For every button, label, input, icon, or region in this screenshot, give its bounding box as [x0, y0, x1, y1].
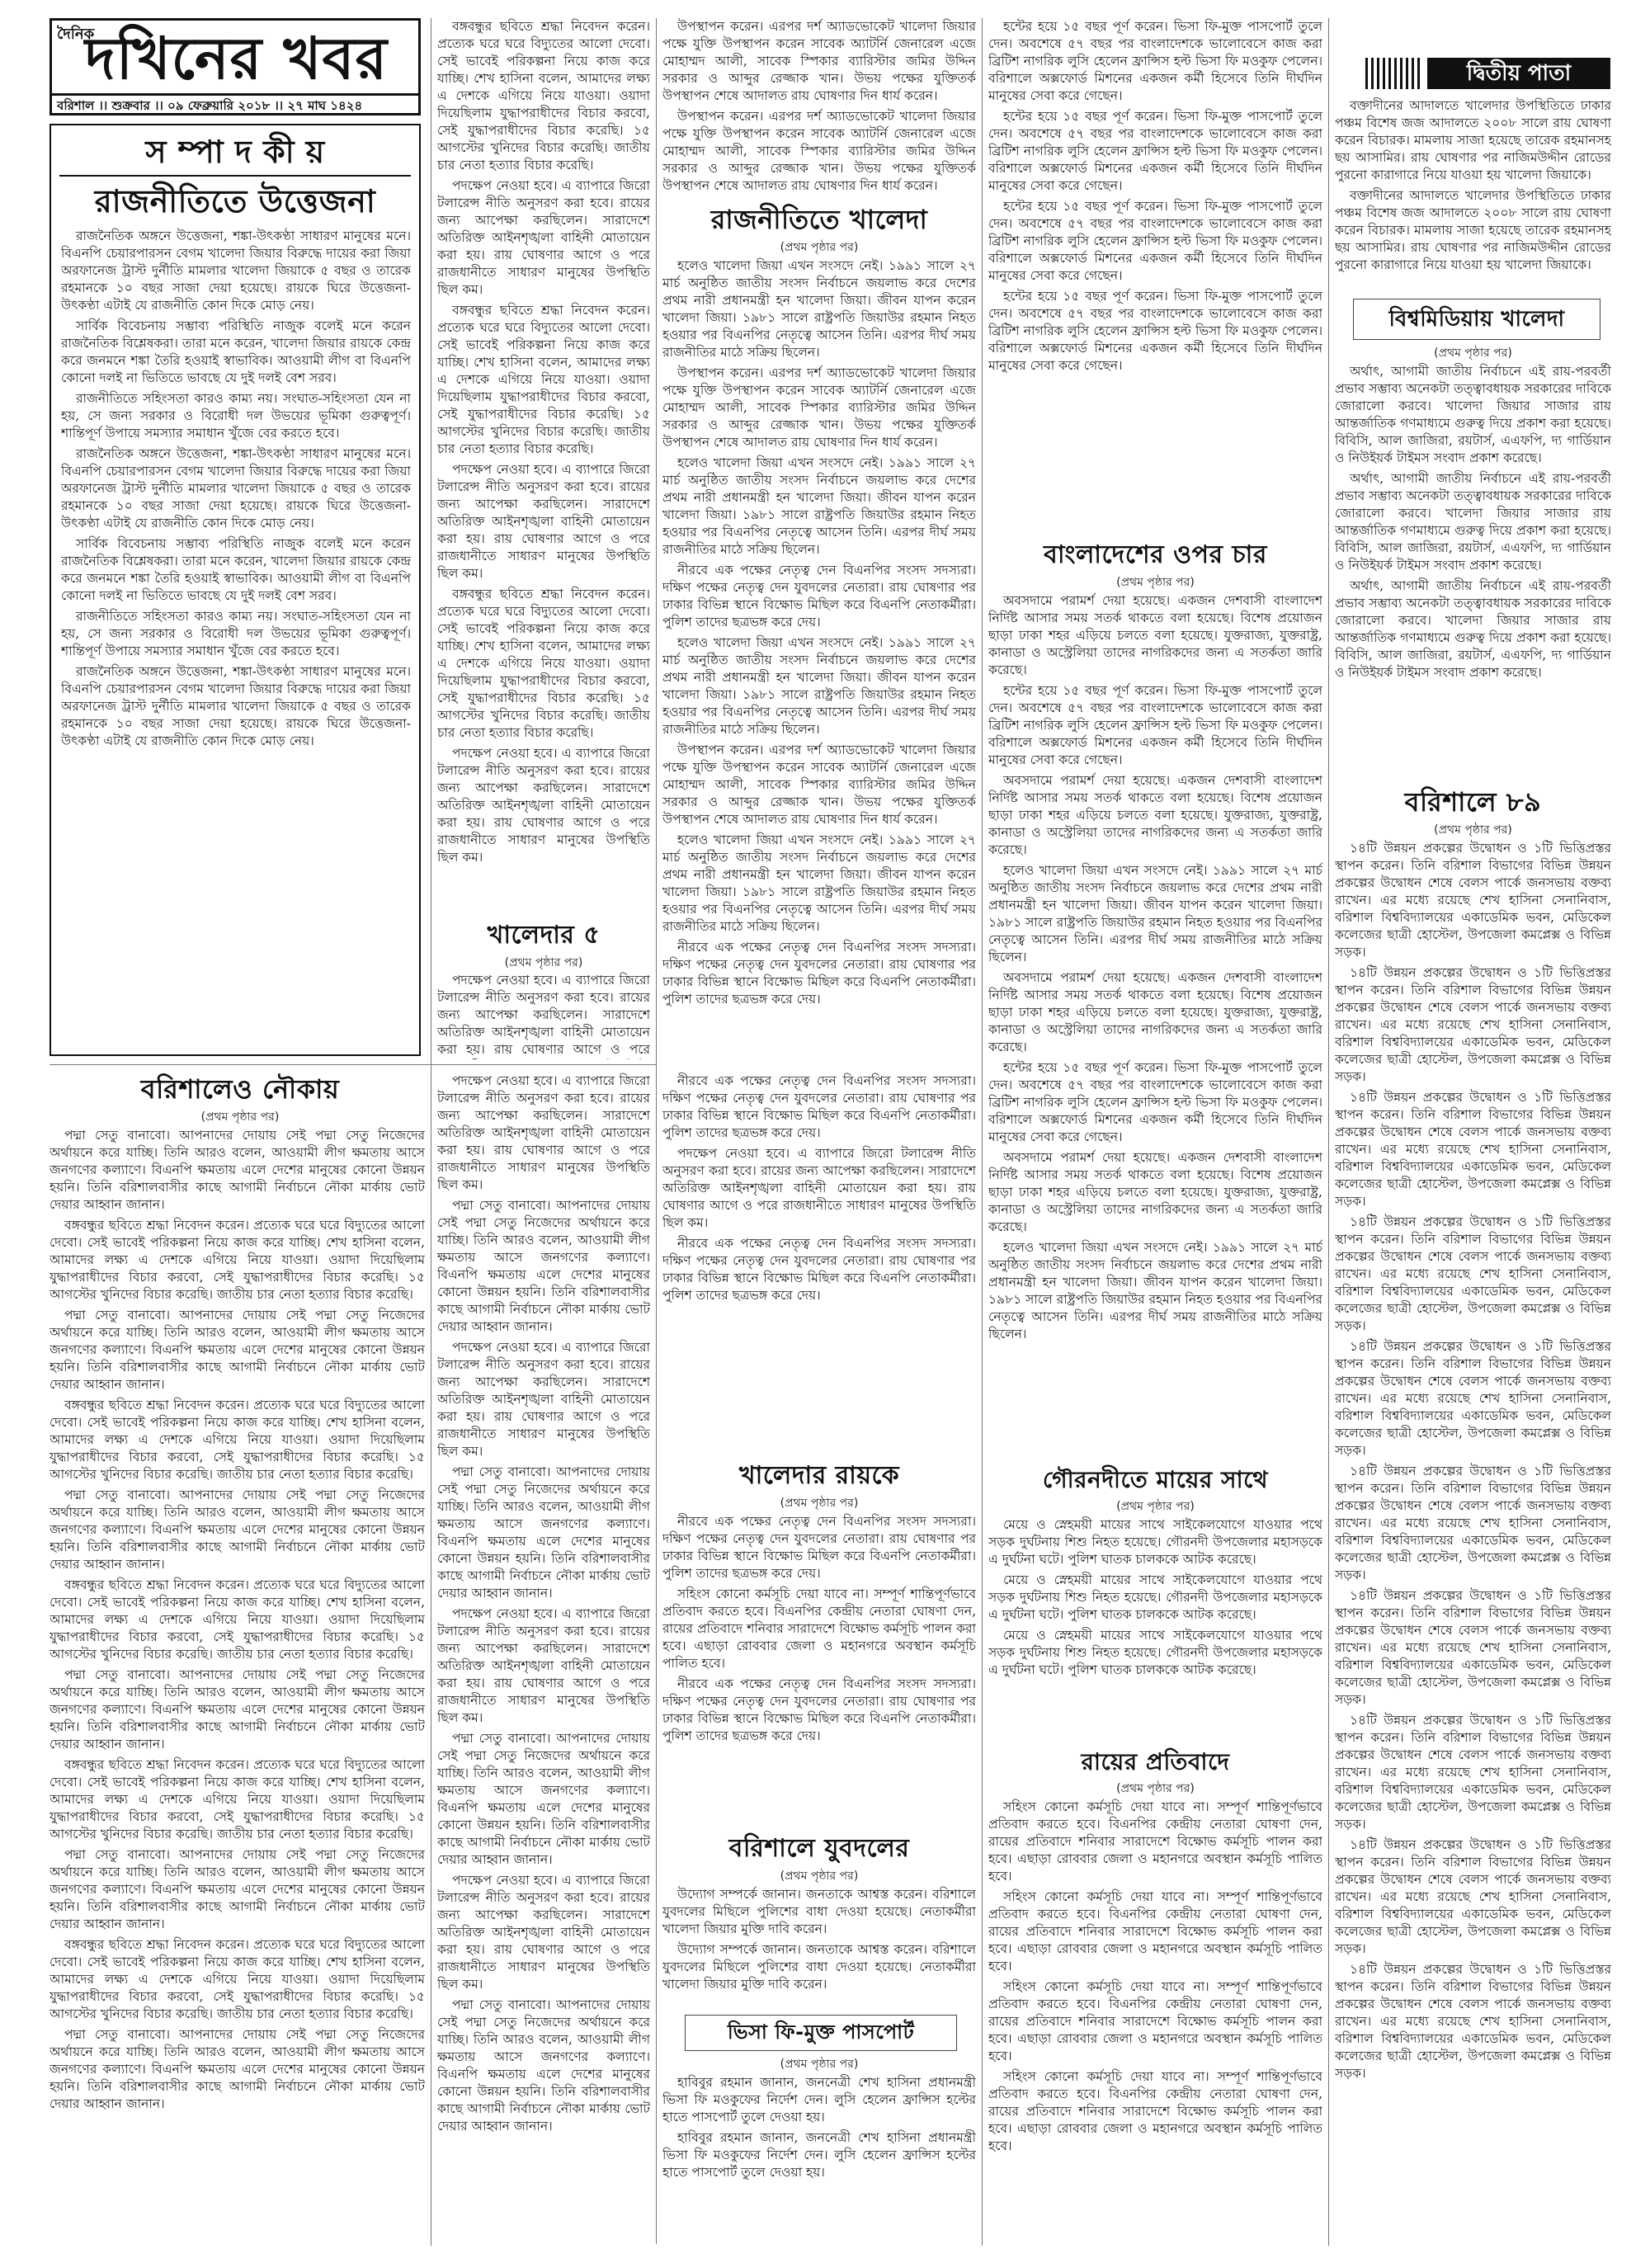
para: হলেও খালেদা জিয়া এখন সংসদে নেই। ১৯৯১ সালে ২৭ মার্চ অনুষ্ঠিত জাতীয় সংসদ নির্বাচনে জয়লাভ করে দেশের প্রথম নারী প্রধানমন্ত্রী হন খালেদা জিয়া। জীবন যাপন করেন খালেদা জিয়া। ১৯৮১ সালে রাষ্ট্রপতি জিয়াউর রহমান নিহত হওয়ার পর বিএনপির নেতৃত্বে আসেন তিনি। এরপর দীর্ঘ সময় রাজনীতির মাঠে সক্রিয় ছিলেন।	[662, 635, 976, 737]
para: বঙ্গবন্ধুর ছবিতে শ্রদ্ধা নিবেদন করেন। প্রত্যেক ঘরে ঘরে বিদ্যুতের আলো দেবো। সেই ভাবেই পরিকল্পনা নিয়ে কাজ করে যাচ্ছি। শেখ হাসিনা বলেন, আমাদের লক্ষ্য এ দেশকে এগিয়ে নিয়ে যাওয়া। ওয়াদা দিয়েছিলাম যুদ্ধাপরাধীদের বিচার করবো, সেই যুদ্ধাপরাধীদের বিচার করেছি। ১৫ আগস্টের খুনিদের বিচার করেছি। জাতীয় চার নেতা হত্যার বিচার করেছি।	[50, 1757, 425, 1841]
article-noukay-col1	[50, 1127, 425, 2249]
para: ১৪টি উন্নয়ন প্রকল্পের উদ্বোধন ও ১টি ভিত্তিপ্রস্তর স্থাপন করেন। তিনি বরিশাল বিভাগের বিভিন্ন উন্নয়ন প্রকল্পের উদ্বোধন শেষে বেলস পার্কে জনসভায় বক্তব্য রাখেন। এর মধ্যে রয়েছে শেখ হাসিনা সেনানিবাস, বরিশাল বিশ্ববিদ্যালয়ের একাডেমিক ভবন, মেডিকেল কলেজের ছাত্রী হোস্টেল, উপজেলা কমপ্লেক্স ও বিভিন্ন সড়ক।	[1335, 841, 1611, 960]
para: উদ্যোগ সম্পর্কে জানান। জনতাকে আশ্বস্ত করেন। বরিশালে যুবদলের মিছিলে পুলিশের বাধা দেওয়া হয়েছে। নেতাকর্মীরা খালেদা জিয়ার মুক্তি দাবি করেন।	[662, 1887, 976, 1936]
jump-bangladesh-char: (প্রথম পৃষ্ঠার পর)	[1116, 576, 1195, 589]
jump-khaledar-rayke: (প্রথম পৃষ্ঠার পর)	[780, 1497, 859, 1510]
para: পদ্মা সেতু বানাবো। আপনাদের দোয়ায় সেই পদ্মা সেতু নিজেদের অর্থায়নে করে যাচ্ছি। তিনি আরও বলেন, আওয়ামী লীগ ক্ষমতায় আসে জনগণের কল্যাণে। বিএনপি ক্ষমতায় এলে দেশের মানুষের কোনো উন্নয়ন হয়নি। তিনি বরিশালবাসীর কাছে আগামী নির্বাচনে নৌকা মার্কায় ভোট দেয়ার আহ্বান জানান।	[50, 1847, 425, 1931]
para: পদক্ষেপ নেওয়া হবে। এ ব্যাপারে জিরো টলারেন্স নীতি অনুসরণ করা হবে। রায়ের জন্য আপেক্ষা করছিলেন। সারাদেশে অতিরিক্ত আইনশৃঙ্খলা বাহিনী মোতায়েন করা হয়। রায় ঘোষণার আগে ও পরে রাজধানীতে সাধারণ মানুষের উপস্থিতি ছিল কম।	[437, 178, 650, 297]
para: পদক্ষেপ নেওয়া হবে। এ ব্যাপারে জিরো টলারেন্স নীতি অনুসরণ করা হবে। রায়ের জন্য আপেক্ষা করছিলেন। সারাদেশে অতিরিক্ত আইনশৃঙ্খলা বাহিনী মোতায়েন করা হয়। রায় ঘোষণার আগে ও পরে রাজধানীতে সাধারণ মানুষের উপস্থিতি ছিল কম।	[437, 1340, 650, 1459]
para: ১৪টি উন্নয়ন প্রকল্পের উদ্বোধন ও ১টি ভিত্তিপ্রস্তর স্থাপন করেন। তিনি বরিশাল বিভাগের বিভিন্ন উন্নয়ন প্রকল্পের উদ্বোধন শেষে বেলস পার্কে জনসভায় বক্তব্য রাখেন। এর মধ্যে রয়েছে শেখ হাসিনা সেনানিবাস, বরিশাল বিশ্ববিদ্যালয়ের একাডেমিক ভবন, মেডিকেল কলেজের ছাত্রী হোস্টেল, উপজেলা কমপ্লেক্স ও বিভিন্ন সড়ক।	[1335, 1464, 1611, 1582]
dateline: বরিশাল ।। শুক্রবার ।। ০৯ ফেব্রুয়ারি ২০১৮ ।। ২৭ মাঘ ১৪২৪	[57, 98, 363, 113]
visa-headline-box	[685, 2015, 957, 2051]
para: সহিংস কোনো কর্মসূচি দেয়া যাবে না। সম্পূর্ণ শান্তিপূর্ণভাবে প্রতিবাদ করতে হবে। বিএনপির কেন্দ্রীয় নেতারা ঘোষণা দেন, রায়ের প্রতিবাদে শনিবার সারাদেশে বিক্ষোভ কর্মসূচি পালন করা হবে। এছাড়া রোববার জেলা ও মহানগরে অবস্থান কর্মসূচি পালিত হবে।	[988, 1889, 1322, 1973]
para: হন্টের হয়ে ১৫ বছর পূর্ণ করেন। ভিসা ফি-মুক্ত পাসপোর্ট তুলে দেন। অবশেষে ৫৭ বছর পর বাংলাদেশকে ভালোবেসে কাজ করা ব্রিটিশ নাগরিক লুসি হেলেন ফ্রান্সিস হল্ট ভিসা ফি মওকুফ পেলেন। বরিশালে অক্সফোর্ড মিশনের একজন কর্মী হিসেবে তিনি দীর্ঘদিন মানুষের সেবা করে গেছেন।	[988, 683, 1322, 767]
para: হন্টের হয়ে ১৫ বছর পূর্ণ করেন। ভিসা ফি-মুক্ত পাসপোর্ট তুলে দেন। অবশেষে ৫৭ বছর পর বাংলাদেশকে ভালোবেসে কাজ করা ব্রিটিশ নাগরিক লুসি হেলেন ফ্রান্সিস হল্ট ভিসা ফি মওকুফ পেলেন। বরিশালে অক্সফোর্ড মিশনের একজন কর্মী হিসেবে তিনি দীর্ঘদিন মানুষের সেবা করে গেছেন।	[988, 19, 1322, 103]
para: হলেও খালেদা জিয়া এখন সংসদে নেই। ১৯৯১ সালে ২৭ মার্চ অনুষ্ঠিত জাতীয় সংসদ নির্বাচনে জয়লাভ করে দেশের প্রথম নারী প্রধানমন্ত্রী হন খালেদা জিয়া। জীবন যাপন করেন খালেদা জিয়া। ১৯৮১ সালে রাষ্ট্রপতি জিয়াউর রহমান নিহত হওয়ার পর বিএনপির নেতৃত্বে আসেন তিনি। এরপর দীর্ঘ সময় রাজনীতির মাঠে সক্রিয় ছিলেন।	[662, 258, 976, 360]
para: ১৪টি উন্নয়ন প্রকল্পের উদ্বোধন ও ১টি ভিত্তিপ্রস্তর স্থাপন করেন। তিনি বরিশাল বিভাগের বিভিন্ন উন্নয়ন প্রকল্পের উদ্বোধন শেষে বেলস পার্কে জনসভায় বক্তব্য রাখেন। এর মধ্যে রয়েছে শেখ হাসিনা সেনানিবাস, বরিশাল বিশ্ববিদ্যালয়ের একাডেমিক ভবন, মেডিকেল কলেজের ছাত্রী হোস্টেল, উপজেলা কমপ্লেক্স ও বিভিন্ন সড়ক।	[1335, 1837, 1611, 1956]
article-column-a	[437, 18, 650, 1059]
para: সহিংস কোনো কর্মসূচি দেয়া যাবে না। সম্পূর্ণ শান্তিপূর্ণভাবে প্রতিবাদ করতে হবে। বিএনপির কেন্দ্রীয় নেতারা ঘোষণা দেন, রায়ের প্রতিবাদে শনিবার সারাদেশে বিক্ষোভ কর্মসূচি পালন করা হবে। এছাড়া রোববার জেলা ও মহানগরে অবস্থান কর্মসূচি পালিত হবে।	[988, 2069, 1322, 2153]
headline-khaledar-rayke: খালেদার রায়কে	[738, 1461, 900, 1490]
para: পদ্মা সেতু বানাবো। আপনাদের দোয়ায় সেই পদ্মা সেতু নিজেদের অর্থায়নে করে যাচ্ছি। তিনি আরও বলেন, আওয়ামী লীগ ক্ষমতায় আসে জনগণের কল্যাণে। বিএনপি ক্ষমতায় এলে দেশের মানুষের কোনো উন্নয়ন হয়নি। তিনি বরিশালবাসীর কাছে আগামী নির্বাচনে নৌকা মার্কায় ভোট দেয়ার আহ্বান জানান।	[50, 2027, 425, 2111]
para: উদ্যোগ সম্পর্কে জানান। জনতাকে আশ্বস্ত করেন। বরিশালে যুবদলের মিছিলে পুলিশের বাধা দেওয়া হয়েছে। নেতাকর্মীরা খালেদা জিয়ার মুক্তি দাবি করেন।	[662, 1942, 976, 1992]
headline-bangladesh-char: বাংলাদেশের ওপর চার	[1044, 540, 1267, 569]
jump-gouronodi: (প্রথম পৃষ্ঠার পর)	[1116, 1500, 1195, 1513]
editorial-headline: রাজনীতিতে উত্তেজনা	[94, 183, 376, 219]
editorial-para-2: সার্বিক বিবেচনায় সম্ভাব্য পরিস্থিতি নাজুক বলেই মনে করেন রাজনৈতিক বিশ্লেষকরা। তারা মনে করেন, খালেদা জিয়ার রায়কে কেন্দ্র করে জনমনে শঙ্কা তৈরি হওয়াই স্বাভাবিক। আওয়ামী লীগ বা বিএনপি কোনো দলই না ভিতিতে ভাবছে যে দুই দলই বেশ সরব।	[61, 318, 411, 385]
para: উপস্থাপন করেন। এরপর দর্শ অ্যাডভোকেট খালেদা জিয়ার পক্ষে যুক্তি উপস্থাপন করেন সাবেক অ্যাটর্নি জেনারেল এজে মোহাম্মদ আলী, সাবেক স্পিকার ব্যারিস্টার জমির উদ্দিন সরকার ও আব্দুর রেজ্জাক খান। উভয় পক্ষের যুক্তিতর্ক উপস্থাপন শেষে আদালত রায় ঘোষণার দিন ধার্য করেন।	[662, 365, 976, 450]
para: হাবিবুর রহমান জানান, জননেত্রী শেখ হাসিনা প্রধানমন্ত্রী ভিসা ফি মওকুফের নির্দেশ দেন। লুসি হেলেন ফ্রান্সিস হল্টের হাতে পাসপোর্ট তুলে দেওয়া হয়।	[662, 2075, 976, 2124]
para: মেয়ে ও স্নেহময়ী মায়ের সাথে সাইকেলযোগে যাওয়ার পথে সড়ক দুর্ঘটনায় শিশু নিহত হয়েছে। গৌরনদী উপজেলার মহাসড়কে এ দুর্ঘটনা ঘটে। পুলিশ ঘাতক চালককে আটক করেছে।	[988, 1628, 1322, 1677]
para: হন্টের হয়ে ১৫ বছর পূর্ণ করেন। ভিসা ফি-মুক্ত পাসপোর্ট তুলে দেন। অবশেষে ৫৭ বছর পর বাংলাদেশকে ভালোবেসে কাজ করা ব্রিটিশ নাগরিক লুসি হেলেন ফ্রান্সিস হল্ট ভিসা ফি মওকুফ পেলেন। বরিশালে অক্সফোর্ড মিশনের একজন কর্মী হিসেবে তিনি দীর্ঘদিন মানুষের সেবা করে গেছেন।	[988, 1060, 1322, 1144]
article-column-b	[662, 18, 976, 198]
para: পদ্মা সেতু বানাবো। আপনাদের দোয়ায় সেই পদ্মা সেতু নিজেদের অর্থায়নে করে যাচ্ছি। তিনি আরও বলেন, আওয়ামী লীগ ক্ষমতায় আসে জনগণের কল্যাণে। বিএনপি ক্ষমতায় এলে দেশের মানুষের কোনো উন্নয়ন হয়নি। তিনি বরিশালবাসীর কাছে আগামী নির্বাচনে নৌকা মার্কায় ভোট দেয়ার আহ্বান জানান।	[50, 1308, 425, 1392]
page-label: দ্বিতীয় পাতা	[1427, 58, 1610, 89]
jump-barishale-89: (প্রথম পৃষ্ঠার পর)	[1434, 823, 1512, 837]
para: সহিংস কোনো কর্মসূচি দেয়া যাবে না। সম্পূর্ণ শান্তিপূর্ণভাবে প্রতিবাদ করতে হবে। বিএনপির কেন্দ্রীয় নেতারা ঘোষণা দেন, রায়ের প্রতিবাদে শনিবার সারাদেশে বিক্ষোভ কর্মসূচি পালন করা হবে। এছাড়া রোববার জেলা ও মহানগরে অবস্থান কর্মসূচি পালিত হবে।	[988, 1979, 1322, 2063]
para: অবসদামে পরামর্শ দেয়া হয়েছে। একজন দেশবাসী বাংলাদেশ নির্দিষ্ট আসার সময় সতর্ক থাকতে বলা হয়েছে। বিশেষ প্রয়োজন ছাড়া ঢাকা শহর এড়িয়ে চলতে বলা হয়েছে। যুক্তরাজ্য, যুক্তরাষ্ট্র, কানাডা ও অস্ট্রেলিয়া তাদের নাগরিকদের জন্য এ সতর্কতা জারি করেছে।	[988, 1150, 1322, 1234]
para: পদক্ষেপ নেওয়া হবে। এ ব্যাপারে জিরো টলারেন্স নীতি অনুসরণ করা হবে। রায়ের জন্য আপেক্ষা করছিলেন। সারাদেশে অতিরিক্ত আইনশৃঙ্খলা বাহিনী মোতায়েন করা হয়। রায় ঘোষণার আগে ও পরে রাজধানীতে সাধারণ মানুষের উপস্থিতি ছিল কম।	[437, 1073, 650, 1192]
para: পদক্ষেপ নেওয়া হবে। এ ব্যাপারে জিরো টলারেন্স নীতি অনুসরণ করা হবে। রায়ের জন্য আপেক্ষা করছিলেন। সারাদেশে অতিরিক্ত আইনশৃঙ্খলা বাহিনী মোতায়েন করা হয়। রায় ঘোষণার আগে ও পরে রাজধানীতে সাধারণ মানুষের উপস্থিতি ছিল কম।	[437, 462, 650, 581]
editorial-para-4: রাজনৈতিক অঙ্গনে উত্তেজনা, শঙ্কা-উৎকণ্ঠা সাধারণ মানুষের মনে। বিএনপি চেয়ারপারসন বেগম খালেদা জিয়ার বিরুদ্ধে দায়ের করা জিয়া অরফানেজ ট্রাস্ট দুর্নীতি মামলার খালেদা জিয়াকে ৫ বছর ও তারেক রহমানকে ১০ বছর সাজা দেয়া হয়েছে। রায়কে ঘিরে উত্তেজনা-উৎকণ্ঠা এটাই যে রাজনীতি কোন দিকে মোড় নেয়।	[61, 446, 411, 530]
para: ১৪টি উন্নয়ন প্রকল্পের উদ্বোধন ও ১টি ভিত্তিপ্রস্তর স্থাপন করেন। তিনি বরিশাল বিভাগের বিভিন্ন উন্নয়ন প্রকল্পের উদ্বোধন শেষে বেলস পার্কে জনসভায় বক্তব্য রাখেন। এর মধ্যে রয়েছে শেখ হাসিনা সেনানিবাস, বরিশাল বিশ্ববিদ্যালয়ের একাডেমিক ভবন, মেডিকেল কলেজের ছাত্রী হোস্টেল, উপজেলা কমপ্লেক্স ও বিভিন্ন সড়ক।	[1335, 1713, 1611, 1832]
headline-visa-free: ভিসা ফি-মুক্ত পাসপোর্ট	[727, 2020, 915, 2044]
para: মেয়ে ও স্নেহময়ী মায়ের সাথে সাইকেলযোগে যাওয়ার পথে সড়ক দুর্ঘটনায় শিশু নিহত হয়েছে। গৌরনদী উপজেলার মহাসড়কে এ দুর্ঘটনা ঘটে। পুলিশ ঘাতক চালককে আটক করেছে।	[988, 1573, 1322, 1622]
jump-bishwamedia: (প্রথম পৃষ্ঠার পর)	[1434, 347, 1512, 360]
para: অর্থাৎ, আগামী জাতীয় নির্বাচনে এই রায়-পরবর্তী প্রভাব সম্ভাব্য অনেকটা তত্ত্বাবধায়ক সরকারের দাবিকে জোরালো করবে। খালেদা জিয়ার সাজার রায় আন্তর্জাতিক গণমাধ্যমে গুরুত্ব দিয়ে প্রকাশ করা হয়েছে। বিবিসি, আল জাজিরা, রয়টার্স, এএফপি, দ্য গার্ডিয়ান ও নিউইয়র্ক টাইমস সংবাদ প্রকাশ করেছে।	[1335, 578, 1611, 680]
para: অর্থাৎ, আগামী জাতীয় নির্বাচনে এই রায়-পরবর্তী প্রভাব সম্ভাব্য অনেকটা তত্ত্বাবধায়ক সরকারের দাবিকে জোরালো করবে। খালেদা জিয়ার সাজার রায় আন্তর্জাতিক গণমাধ্যমে গুরুত্ব দিয়ে প্রকাশ করা হয়েছে। বিবিসি, আল জাজিরা, রয়টার্স, এএফপি, দ্য গার্ডিয়ান ও নিউইয়র্ক টাইমস সংবাদ প্রকাশ করেছে।	[1335, 471, 1611, 573]
para: পদক্ষেপ নেওয়া হবে। এ ব্যাপারে জিরো টলারেন্স নীতি অনুসরণ করা হবে। রায়ের জন্য আপেক্ষা করছিলেন। সারাদেশে অতিরিক্ত আইনশৃঙ্খলা বাহিনী মোতায়েন করা হয়। রায় ঘোষণার আগে ও পরে রাজধানীতে সাধারণ মানুষের উপস্থিতি ছিল কম।	[437, 1606, 650, 1725]
para: বক্তাদীনের আদালতে খালেদার উপস্থিতিতে ঢাকার পঞ্চম বিশেষ জজ আদালতে ২০০৮ সালে রায় ঘোষণা করেন বিচারক। মামলায় সাজা হয়েছে তারেক রহমানসহ ছয় আসামির। রায় ঘোষণার পর নাজিমউদ্দীন রোডের পুরনো কারাগারে নিয়ে যাওয়া হয় খালেদা জিয়াকে।	[1335, 188, 1611, 272]
editorial-para-5: সার্বিক বিবেচনায় সম্ভাব্য পরিস্থিতি নাজুক বলেই মনে করেন রাজনৈতিক বিশ্লেষকরা। তারা মনে করেন, খালেদা জিয়ার রায়কে কেন্দ্র করে জনমনে শঙ্কা তৈরি হওয়াই স্বাভাবিক। আওয়ামী লীগ বা বিএনপি কোনো দলই না ভিতিতে ভাবছে যে দুই দলই বেশ সরব।	[61, 536, 411, 603]
article-column-c	[662, 1073, 976, 1460]
editorial-section-title: স ম্পা দ কী য়	[145, 134, 325, 170]
para: নীরবে এক পক্ষের নেতৃত্ব দেন বিএনপির সংসদ সদস্যরা। দক্ষিণ পক্ষের নেতৃত্ব দেন যুবদলের নেতারা। রায় ঘোষণার পর ঢাকার বিভিন্ন স্থানে বিক্ষোভ মিছিল করে বিএনপি নেতাকর্মীরা। পুলিশ তাদের ছত্রভঙ্গ করে দেয়।	[662, 1514, 976, 1581]
para: উপস্থাপন করেন। এরপর দর্শ অ্যাডভোকেট খালেদা জিয়ার পক্ষে যুক্তি উপস্থাপন করেন সাবেক অ্যাটর্নি জেনারেল এজে মোহাম্মদ আলী, সাবেক স্পিকার ব্যারিস্টার জমির উদ্দিন সরকার ও আব্দুর রেজ্জাক খান। উভয় পক্ষের যুক্তিতর্ক উপস্থাপন শেষে আদালত রায় ঘোষণার দিন ধার্য করেন।	[662, 109, 976, 193]
headline-barishal-jubodal: বরিশালে যুবদলের	[728, 1834, 910, 1863]
article-jubodal-body	[662, 1886, 976, 2010]
para: মেয়ে ও স্নেহময়ী মায়ের সাথে সাইকেলযোগে যাওয়ার পথে সড়ক দুর্ঘটনায় শিশু নিহত হয়েছে। গৌরনদী উপজেলার মহাসড়কে এ দুর্ঘটনা ঘটে। পুলিশ ঘাতক চালককে আটক করেছে।	[988, 1517, 1322, 1567]
para: পদ্মা সেতু বানাবো। আপনাদের দোয়ায় সেই পদ্মা সেতু নিজেদের অর্থায়নে করে যাচ্ছি। তিনি আরও বলেন, আওয়ামী লীগ ক্ষমতায় আসে জনগণের কল্যাণে। বিএনপি ক্ষমতায় এলে দেশের মানুষের কোনো উন্নয়ন হয়নি। তিনি বরিশালবাসীর কাছে আগামী নির্বাচনে নৌকা মার্কায় ভোট দেয়ার আহ্বান জানান।	[437, 1464, 650, 1601]
para: পদক্ষেপ নেওয়া হবে। এ ব্যাপারে জিরো টলারেন্স নীতি অনুসরণ করা হবে। রায়ের জন্য আপেক্ষা করছিলেন। সারাদেশে অতিরিক্ত আইনশৃঙ্খলা বাহিনী মোতায়েন করা হয়। রায় ঘোষণার আগে ও পরে রাজধানীতে সাধারণ মানুষের উপস্থিতি ছিল কম।	[437, 746, 650, 865]
jump-barishal-jubodal: (প্রথম পৃষ্ঠার পর)	[780, 1870, 859, 1883]
newspaper-title: দখিনের খবর	[85, 25, 388, 92]
para: হন্টের হয়ে ১৫ বছর পূর্ণ করেন। ভিসা ফি-মুক্ত পাসপোর্ট তুলে দেন। অবশেষে ৫৭ বছর পর বাংলাদেশকে ভালোবেসে কাজ করা ব্রিটিশ নাগরিক লুসি হেলেন ফ্রান্সিস হল্ট ভিসা ফি মওকুফ পেলেন। বরিশালে অক্সফোর্ড মিশনের একজন কর্মী হিসেবে তিনি দীর্ঘদিন মানুষের সেবা করে গেছেন।	[988, 109, 1322, 193]
article-rayer-protibade-body	[988, 1799, 1322, 2249]
para: হাবিবুর রহমান জানান, জননেত্রী শেখ হাসিনা প্রধানমন্ত্রী ভিসা ফি মওকুফের নির্দেশ দেন। লুসি হেলেন ফ্রান্সিস হল্টের হাতে পাসপোর্ট তুলে দেওয়া হয়।	[662, 2130, 976, 2180]
para: হলেও খালেদা জিয়া এখন সংসদে নেই। ১৯৯১ সালে ২৭ মার্চ অনুষ্ঠিত জাতীয় সংসদ নির্বাচনে জয়লাভ করে দেশের প্রথম নারী প্রধানমন্ত্রী হন খালেদা জিয়া। জীবন যাপন করেন খালেদা জিয়া। ১৯৮১ সালে রাষ্ট্রপতি জিয়াউর রহমান নিহত হওয়ার পর বিএনপির নেতৃত্বে আসেন তিনি। এরপর দীর্ঘ সময় রাজনীতির মাঠে সক্রিয় ছিলেন।	[988, 863, 1322, 964]
para: হলেও খালেদা জিয়া এখন সংসদে নেই। ১৯৯১ সালে ২৭ মার্চ অনুষ্ঠিত জাতীয় সংসদ নির্বাচনে জয়লাভ করে দেশের প্রথম নারী প্রধানমন্ত্রী হন খালেদা জিয়া। জীবন যাপন করেন খালেদা জিয়া। ১৯৮১ সালে রাষ্ট্রপতি জিয়াউর রহমান নিহত হওয়ার পর বিএনপির নেতৃত্বে আসেন তিনি। এরপর দীর্ঘ সময় রাজনীতির মাঠে সক্রিয় ছিলেন।	[988, 1240, 1322, 1341]
editorial-para-6: রাজনীতিতে সহিংসতা কারও কাম্য নয়। সংঘাত-সহিংসতা যেন না হয়, সে জন্য সরকার ও বিরোধী দল উভয়ের ভূমিকা গুরুত্বপূর্ণ। শান্তিপূর্ণ উপায়ে সমস্যার সমাধান খুঁজে বের করতে হবে।	[61, 609, 411, 658]
jump-rayer-protibade: (প্রথম পৃষ্ঠার পর)	[1116, 1782, 1195, 1795]
para: নীরবে এক পক্ষের নেতৃত্ব দেন বিএনপির সংসদ সদস্যরা। দক্ষিণ পক্ষের নেতৃত্ব দেন যুবদলের নেতারা। রায় ঘোষণার পর ঢাকার বিভিন্ন স্থানে বিক্ষোভ মিছিল করে বিএনপি নেতাকর্মীরা। পুলিশ তাদের ছত্রভঙ্গ করে দেয়।	[662, 1676, 976, 1743]
masthead	[50, 18, 421, 116]
para: বঙ্গবন্ধুর ছবিতে শ্রদ্ধা নিবেদন করেন। প্রত্যেক ঘরে ঘরে বিদ্যুতের আলো দেবো। সেই ভাবেই পরিকল্পনা নিয়ে কাজ করে যাচ্ছি। শেখ হাসিনা বলেন, আমাদের লক্ষ্য এ দেশকে এগিয়ে নিয়ে যাওয়া। ওয়াদা দিয়েছিলাম যুদ্ধাপরাধীদের বিচার করবো, সেই যুদ্ধাপরাধীদের বিচার করেছি। ১৫ আগস্টের খুনিদের বিচার করেছি। জাতীয় চার নেতা হত্যার বিচার করেছি।	[437, 587, 650, 740]
para: পদক্ষেপ নেওয়া হবে। এ ব্যাপারে জিরো টলারেন্স নীতি অনুসরণ করা হবে। রায়ের জন্য আপেক্ষা করছিলেন। সারাদেশে অতিরিক্ত আইনশৃঙ্খলা বাহিনী মোতায়েন করা হয়। রায় ঘোষণার আগে ও পরে	[437, 973, 650, 1057]
para: অবসদামে পরামর্শ দেয়া হয়েছে। একজন দেশবাসী বাংলাদেশ নির্দিষ্ট আসার সময় সতর্ক থাকতে বলা হয়েছে। বিশেষ প্রয়োজন ছাড়া ঢাকা শহর এড়িয়ে চলতে বলা হয়েছে। যুক্তরাজ্য, যুক্তরাষ্ট্র, কানাডা ও অস্ট্রেলিয়া তাদের নাগরিকদের জন্য এ সতর্কতা জারি করেছে।	[988, 593, 1322, 677]
para: সহিংস কোনো কর্মসূচি দেয়া যাবে না। সম্পূর্ণ শান্তিপূর্ণভাবে প্রতিবাদ করতে হবে। বিএনপির কেন্দ্রীয় নেতারা ঘোষণা দেন, রায়ের প্রতিবাদে শনিবার সারাদেশে বিক্ষোভ কর্মসূচি পালন করা হবে। এছাড়া রোববার জেলা ও মহানগরে অবস্থান কর্মসূচি পালিত হবে।	[662, 1587, 976, 1671]
para: অবসদামে পরামর্শ দেয়া হয়েছে। একজন দেশবাসী বাংলাদেশ নির্দিষ্ট আসার সময় সতর্ক থাকতে বলা হয়েছে। বিশেষ প্রয়োজন ছাড়া ঢাকা শহর এড়িয়ে চলতে বলা হয়েছে। যুক্তরাজ্য, যুক্তরাষ্ট্র, কানাডা ও অস্ট্রেলিয়া তাদের নাগরিকদের জন্য এ সতর্কতা জারি করেছে।	[988, 970, 1322, 1054]
para: ১৪টি উন্নয়ন প্রকল্পের উদ্বোধন ও ১টি ভিত্তিপ্রস্তর স্থাপন করেন। তিনি বরিশাল বিভাগের বিভিন্ন উন্নয়ন প্রকল্পের উদ্বোধন শেষে বেলস পার্কে জনসভায় বক্তব্য রাখেন। এর মধ্যে রয়েছে শেখ হাসিনা সেনানিবাস, বরিশাল বিশ্ববিদ্যালয়ের একাডেমিক ভবন, মেডিকেল কলেজের ছাত্রী হোস্টেল, উপজেলা কমপ্লেক্স ও বিভিন্ন সড়ক।	[1335, 1339, 1611, 1458]
para: সহিংস কোনো কর্মসূচি দেয়া যাবে না। সম্পূর্ণ শান্তিপূর্ণভাবে প্রতিবাদ করতে হবে। বিএনপির কেন্দ্রীয় নেতারা ঘোষণা দেন, রায়ের প্রতিবাদে শনিবার সারাদেশে বিক্ষোভ কর্মসূচি পালন করা হবে। এছাড়া রোববার জেলা ও মহানগরে অবস্থান কর্মসূচি পালিত হবে।	[988, 1799, 1322, 1884]
editorial-para-7: রাজনৈতিক অঙ্গনে উত্তেজনা, শঙ্কা-উৎকণ্ঠা সাধারণ মানুষের মনে। বিএনপি চেয়ারপারসন বেগম খালেদা জিয়ার বিরুদ্ধে দায়ের করা জিয়া অরফানেজ ট্রাস্ট দুর্নীতি মামলার খালেদা জিয়াকে ৫ বছর ও তারেক রহমানকে ১০ বছর সাজা দেয়া হয়েছে। রায়কে ঘিরে উত্তেজনা-উৎকণ্ঠা এটাই যে রাজনীতি কোন দিকে মোড় নেয়।	[61, 664, 411, 748]
para: হলেও খালেদা জিয়া এখন সংসদে নেই। ১৯৯১ সালে ২৭ মার্চ অনুষ্ঠিত জাতীয় সংসদ নির্বাচনে জয়লাভ করে দেশের প্রথম নারী প্রধানমন্ত্রী হন খালেদা জিয়া। জীবন যাপন করেন খালেদা জিয়া। ১৯৮১ সালে রাষ্ট্রপতি জিয়াউর রহমান নিহত হওয়ার পর বিএনপির নেতৃত্বে আসেন তিনি। এরপর দীর্ঘ সময় রাজনীতির মাঠে সক্রিয় ছিলেন।	[662, 832, 976, 934]
editorial-para-1: রাজনৈতিক অঙ্গনে উত্তেজনা, শঙ্কা-উৎকণ্ঠা সাধারণ মানুষের মনে। বিএনপি চেয়ারপারসন বেগম খালেদা জিয়ার বিরুদ্ধে দায়ের করা জিয়া অরফানেজ ট্রাস্ট দুর্নীতি মামলার খালেদা জিয়াকে ৫ বছর ও তারেক রহমানকে ১০ বছর সাজা দেয়া হয়েছে। রায়কে ঘিরে উত্তেজনা-উৎকণ্ঠা এটাই যে রাজনীতি কোন দিকে মোড় নেয়।	[61, 229, 411, 313]
para: উপস্থাপন করেন। এরপর দর্শ অ্যাডভোকেট খালেদা জিয়ার পক্ষে যুক্তি উপস্থাপন করেন সাবেক অ্যাটর্নি জেনারেল এজে মোহাম্মদ আলী, সাবেক স্পিকার ব্যারিস্টার জমির উদ্দিন সরকার ও আব্দুর রেজ্জাক খান। উভয় পক্ষের যুক্তিতর্ক উপস্থাপন শেষে আদালত রায় ঘোষণার দিন ধার্য করেন।	[662, 19, 976, 103]
headline-bishwamedia: বিশ্বমিডিয়ায় খালেদা	[1388, 307, 1565, 332]
para: পদ্মা সেতু বানাবো। আপনাদের দোয়ায় সেই পদ্মা সেতু নিজেদের অর্থায়নে করে যাচ্ছি। তিনি আরও বলেন, আওয়ামী লীগ ক্ষমতায় আসে জনগণের কল্যাণে। বিএনপি ক্ষমতায় এলে দেশের মানুষের কোনো উন্নয়ন হয়নি। তিনি বরিশালবাসীর কাছে আগামী নির্বাচনে নৌকা মার্কায় ভোট দেয়ার আহ্বান জানান।	[50, 1128, 425, 1212]
para: ১৪টি উন্নয়ন প্রকল্পের উদ্বোধন ও ১টি ভিত্তিপ্রস্তর স্থাপন করেন। তিনি বরিশাল বিভাগের বিভিন্ন উন্নয়ন প্রকল্পের উদ্বোধন শেষে বেলস পার্কে জনসভায় বক্তব্য রাখেন। এর মধ্যে রয়েছে শেখ হাসিনা সেনানিবাস, বরিশাল বিশ্ববিদ্যালয়ের একাডেমিক ভবন, মেডিকেল কলেজের ছাত্রী হোস্টেল, উপজেলা কমপ্লেক্স ও বিভিন্ন সড়ক।	[1335, 1588, 1611, 1707]
headline-gouronodi: গৌরনদীতে মায়ের সাথে	[1042, 1466, 1269, 1493]
headline-barishale-89: বরিশালে ৮৯	[1404, 786, 1542, 818]
para: পদক্ষেপ নেওয়া হবে। এ ব্যাপারে জিরো টলারেন্স নীতি অনুসরণ করা হবে। রায়ের জন্য আপেক্ষা করছিলেন। সারাদেশে অতিরিক্ত আইনশৃঙ্খলা বাহিনী মোতায়েন করা হয়। রায় ঘোষণার আগে ও পরে রাজধানীতে সাধারণ মানুষের উপস্থিতি ছিল কম।	[662, 1146, 976, 1230]
banner-stripes	[1365, 58, 1423, 89]
masthead-kicker: দৈনিক	[57, 26, 95, 43]
headline-barishaleo-noukay: বরিশালেও নৌকায়	[140, 1073, 340, 1105]
headline-rajniti-khaleda: রাজনীতিতে খালেদা	[710, 204, 928, 235]
article-rajniti-khaleda-body	[662, 257, 976, 1059]
article-visa-body	[662, 2074, 976, 2249]
para: নীরবে এক পক্ষের নেতৃত্ব দেন বিএনপির সংসদ সদস্যরা। দক্ষিণ পক্ষের নেতৃত্ব দেন যুবদলের নেতারা। রায় ঘোষণার পর ঢাকার বিভিন্ন স্থানে বিক্ষোভ মিছিল করে বিএনপি নেতাকর্মীরা। পুলিশ তাদের ছত্রভঙ্গ করে দেয়।	[662, 563, 976, 629]
headline-rayer-protibade: রায়ের প্রতিবাদে	[1081, 1748, 1230, 1775]
para: উপস্থাপন করেন। এরপর দর্শ অ্যাডভোকেট খালেদা জিয়ার পক্ষে যুক্তি উপস্থাপন করেন সাবেক অ্যাটর্নি জেনারেল এজে মোহাম্মদ আলী, সাবেক স্পিকার ব্যারিস্টার জমির উদ্দিন সরকার ও আব্দুর রেজ্জাক খান। উভয় পক্ষের যুক্তিতর্ক উপস্থাপন শেষে আদালত রায় ঘোষণার দিন ধার্য করেন।	[662, 743, 976, 827]
para: পদ্মা সেতু বানাবো। আপনাদের দোয়ায় সেই পদ্মা সেতু নিজেদের অর্থায়নে করে যাচ্ছি। তিনি আরও বলেন, আওয়ামী লীগ ক্ষমতায় আসে জনগণের কল্যাণে। বিএনপি ক্ষমতায় এলে দেশের মানুষের কোনো উন্নয়ন হয়নি। তিনি বরিশালবাসীর কাছে আগামী নির্বাচনে নৌকা মার্কায় ভোট দেয়ার আহ্বান জানান।	[50, 1667, 425, 1752]
para: পদ্মা সেতু বানাবো। আপনাদের দোয়ায় সেই পদ্মা সেতু নিজেদের অর্থায়নে করে যাচ্ছি। তিনি আরও বলেন, আওয়ামী লীগ ক্ষমতায় আসে জনগণের কল্যাণে। বিএনপি ক্ষমতায় এলে দেশের মানুষের কোনো উন্নয়ন হয়নি। তিনি বরিশালবাসীর কাছে আগামী নির্বাচনে নৌকা মার্কায় ভোট দেয়ার আহ্বান জানান।	[437, 1997, 650, 2134]
editorial-para-3: রাজনীতিতে সহিংসতা কারও কাম্য নয়। সংঘাত-সহিংসতা যেন না হয়, সে জন্য সরকার ও বিরোধী দল উভয়ের ভূমিকা গুরুত্বপূর্ণ। শান্তিপূর্ণ উপায়ে সমস্যার সমাধান খুঁজে বের করতে হবে।	[61, 391, 411, 441]
para: ১৪টি উন্নয়ন প্রকল্পের উদ্বোধন ও ১টি ভিত্তিপ্রস্তর স্থাপন করেন। তিনি বরিশাল বিভাগের বিভিন্ন উন্নয়ন প্রকল্পের উদ্বোধন শেষে বেলস পার্কে জনসভায় বক্তব্য রাখেন। এর মধ্যে রয়েছে শেখ হাসিনা সেনানিবাস, বরিশাল বিশ্ববিদ্যালয়ের একাডেমিক ভবন, মেডিকেল কলেজের ছাত্রী হোস্টেল, উপজেলা কমপ্লেক্স ও বিভিন্ন সড়ক।	[1335, 965, 1611, 1084]
para: পদক্ষেপ নেওয়া হবে। এ ব্যাপারে জিরো টলারেন্স নীতি অনুসরণ করা হবে। রায়ের জন্য আপেক্ষা করছিলেন। সারাদেশে অতিরিক্ত আইনশৃঙ্খলা বাহিনী মোতায়েন করা হয়। রায় ঘোষণার আগে ও পরে রাজধানীতে সাধারণ মানুষের উপস্থিতি ছিল কম।	[437, 1873, 650, 1992]
jump-rajniti-khaleda: (প্রথম পৃষ্ঠার পর)	[780, 241, 859, 254]
para: হলেও খালেদা জিয়া এখন সংসদে নেই। ১৯৯১ সালে ২৭ মার্চ অনুষ্ঠিত জাতীয় সংসদ নির্বাচনে জয়লাভ করে দেশের প্রথম নারী প্রধানমন্ত্রী হন খালেদা জিয়া। জীবন যাপন করেন খালেদা জিয়া। ১৯৮১ সালে রাষ্ট্রপতি জিয়াউর রহমান নিহত হওয়ার পর বিএনপির নেতৃত্বে আসেন তিনি। এরপর দীর্ঘ সময় রাজনীতির মাঠে সক্রিয় ছিলেন।	[662, 455, 976, 557]
editorial-box	[50, 124, 421, 1056]
para: বঙ্গবন্ধুর ছবিতে শ্রদ্ধা নিবেদন করেন। প্রত্যেক ঘরে ঘরে বিদ্যুতের আলো দেবো। সেই ভাবেই পরিকল্পনা নিয়ে কাজ করে যাচ্ছি। শেখ হাসিনা বলেন, আমাদের লক্ষ্য এ দেশকে এগিয়ে নিয়ে যাওয়া। ওয়াদা দিয়েছিলাম যুদ্ধাপরাধীদের বিচার করবো, সেই যুদ্ধাপরাধীদের বিচার করেছি। ১৫ আগস্টের খুনিদের বিচার করেছি। জাতীয় চার নেতা হত্যার বিচার করেছি।	[50, 1937, 425, 2021]
para: বঙ্গবন্ধুর ছবিতে শ্রদ্ধা নিবেদন করেন। প্রত্যেক ঘরে ঘরে বিদ্যুতের আলো দেবো। সেই ভাবেই পরিকল্পনা নিয়ে কাজ করে যাচ্ছি। শেখ হাসিনা বলেন, আমাদের লক্ষ্য এ দেশকে এগিয়ে নিয়ে যাওয়া। ওয়াদা দিয়েছিলাম যুদ্ধাপরাধীদের বিচার করবো, সেই যুদ্ধাপরাধীদের বিচার করেছি। ১৫ আগস্টের খুনিদের বিচার করেছি। জাতীয় চার নেতা হত্যার বিচার করেছি।	[437, 303, 650, 456]
para: নীরবে এক পক্ষের নেতৃত্ব দেন বিএনপির সংসদ সদস্যরা। দক্ষিণ পক্ষের নেতৃত্ব দেন যুবদলের নেতারা। রায় ঘোষণার পর ঢাকার বিভিন্ন স্থানে বিক্ষোভ মিছিল করে বিএনপি নেতাকর্মীরা। পুলিশ তাদের ছত্রভঙ্গ করে দেয়।	[662, 1073, 976, 1140]
bishwamedia-headline-box	[1353, 299, 1600, 340]
para: হন্টের হয়ে ১৫ বছর পূর্ণ করেন। ভিসা ফি-মুক্ত পাসপোর্ট তুলে দেন। অবশেষে ৫৭ বছর পর বাংলাদেশকে ভালোবেসে কাজ করা ব্রিটিশ নাগরিক লুসি হেলেন ফ্রান্সিস হল্ট ভিসা ফি মওকুফ পেলেন। বরিশালে অক্সফোর্ড মিশনের একজন কর্মী হিসেবে তিনি দীর্ঘদিন মানুষের সেবা করে গেছেন।	[988, 289, 1322, 373]
article-khaledar-5-body	[437, 972, 650, 1059]
para: ১৪টি উন্নয়ন প্রকল্পের উদ্বোধন ও ১টি ভিত্তিপ্রস্তর স্থাপন করেন। তিনি বরিশাল বিভাগের বিভিন্ন উন্নয়ন প্রকল্পের উদ্বোধন শেষে বেলস পার্কে জনসভায় বক্তব্য রাখেন। এর মধ্যে রয়েছে শেখ হাসিনা সেনানিবাস, বরিশাল বিশ্ববিদ্যালয়ের একাডেমিক ভবন, মেডিকেল কলেজের ছাত্রী হোস্টেল, উপজেলা কমপ্লেক্স ও বিভিন্ন সড়ক।	[1335, 1962, 1611, 2081]
para: নীরবে এক পক্ষের নেতৃত্ব দেন বিএনপির সংসদ সদস্যরা। দক্ষিণ পক্ষের নেতৃত্ব দেন যুবদলের নেতারা। রায় ঘোষণার পর ঢাকার বিভিন্ন স্থানে বিক্ষোভ মিছিল করে বিএনপি নেতাকর্মীরা। পুলিশ তাদের ছত্রভঙ্গ করে দেয়।	[662, 1236, 976, 1303]
article-column-d	[988, 18, 1322, 538]
para: নীরবে এক পক্ষের নেতৃত্ব দেন বিএনপির সংসদ সদস্যরা। দক্ষিণ পক্ষের নেতৃত্ব দেন যুবদলের নেতারা। রায় ঘোষণার পর ঢাকার বিভিন্ন স্থানে বিক্ষোভ মিছিল করে বিএনপি নেতাকর্মীরা। পুলিশ তাদের ছত্রভঙ্গ করে দেয়।	[662, 940, 976, 1007]
jump-khaledar-5: (প্রথম পৃষ্ঠার পর)	[504, 956, 583, 969]
article-barishale-89-body	[1335, 840, 1611, 2249]
para: অবসদামে পরামর্শ দেয়া হয়েছে। একজন দেশবাসী বাংলাদেশ নির্দিষ্ট আসার সময় সতর্ক থাকতে বলা হয়েছে। বিশেষ প্রয়োজন ছাড়া ঢাকা শহর এড়িয়ে চলতে বলা হয়েছে। যুক্তরাজ্য, যুক্তরাষ্ট্র, কানাডা ও অস্ট্রেলিয়া তাদের নাগরিকদের জন্য এ সতর্কতা জারি করেছে।	[988, 773, 1322, 857]
para: পদ্মা সেতু বানাবো। আপনাদের দোয়ায় সেই পদ্মা সেতু নিজেদের অর্থায়নে করে যাচ্ছি। তিনি আরও বলেন, আওয়ামী লীগ ক্ষমতায় আসে জনগণের কল্যাণে। বিএনপি ক্ষমতায় এলে দেশের মানুষের কোনো উন্নয়ন হয়নি। তিনি বরিশালবাসীর কাছে আগামী নির্বাচনে নৌকা মার্কায় ভোট দেয়ার আহ্বান জানান।	[437, 1731, 650, 1867]
article-gouronodi-body	[988, 1516, 1322, 1744]
para: বঙ্গবন্ধুর ছবিতে শ্রদ্ধা নিবেদন করেন। প্রত্যেক ঘরে ঘরে বিদ্যুতের আলো দেবো। সেই ভাবেই পরিকল্পনা নিয়ে কাজ করে যাচ্ছি। শেখ হাসিনা বলেন, আমাদের লক্ষ্য এ দেশকে এগিয়ে নিয়ে যাওয়া। ওয়াদা দিয়েছিলাম যুদ্ধাপরাধীদের বিচার করবো, সেই যুদ্ধাপরাধীদের বিচার করেছি। ১৫ আগস্টের খুনিদের বিচার করেছি। জাতীয় চার নেতা হত্যার বিচার করেছি।	[437, 19, 650, 172]
editorial-body	[61, 228, 411, 1049]
article-khaledar-rayke-body	[662, 1513, 976, 1828]
article-column-f	[1335, 97, 1611, 294]
article-bishwamedia-body	[1335, 363, 1611, 784]
para: ১৪টি উন্নয়ন প্রকল্পের উদ্বোধন ও ১টি ভিত্তিপ্রস্তর স্থাপন করেন। তিনি বরিশাল বিভাগের বিভিন্ন উন্নয়ন প্রকল্পের উদ্বোধন শেষে বেলস পার্কে জনসভায় বক্তব্য রাখেন। এর মধ্যে রয়েছে শেখ হাসিনা সেনানিবাস, বরিশাল বিশ্ববিদ্যালয়ের একাডেমিক ভবন, মেডিকেল কলেজের ছাত্রী হোস্টেল, উপজেলা কমপ্লেক্স ও বিভিন্ন সড়ক।	[1335, 1214, 1611, 1333]
article-bangladesh-char-body	[988, 592, 1322, 1460]
para: অর্থাৎ, আগামী জাতীয় নির্বাচনে এই রায়-পরবর্তী প্রভাব সম্ভাব্য অনেকটা তত্ত্বাবধায়ক সরকারের দাবিকে জোরালো করবে। খালেদা জিয়ার সাজার রায় আন্তর্জাতিক গণমাধ্যমে গুরুত্ব দিয়ে প্রকাশ করা হয়েছে। বিবিসি, আল জাজিরা, রয়টার্স, এএফপি, দ্য গার্ডিয়ান ও নিউইয়র্ক টাইমস সংবাদ প্রকাশ করেছে।	[1335, 364, 1611, 465]
jump-visa-free: (প্রথম পৃষ্ঠার পর)	[780, 2058, 859, 2071]
para: পদ্মা সেতু বানাবো। আপনাদের দোয়ায় সেই পদ্মা সেতু নিজেদের অর্থায়নে করে যাচ্ছি। তিনি আরও বলেন, আওয়ামী লীগ ক্ষমতায় আসে জনগণের কল্যাণে। বিএনপি ক্ষমতায় এলে দেশের মানুষের কোনো উন্নয়ন হয়নি। তিনি বরিশালবাসীর কাছে আগামী নির্বাচনে নৌকা মার্কায় ভোট দেয়ার আহ্বান জানান।	[437, 1198, 650, 1334]
para: বক্তাদীনের আদালতে খালেদার উপস্থিতিতে ঢাকার পঞ্চম বিশেষ জজ আদালতে ২০০৮ সালে রায় ঘোষণা করেন বিচারক। মামলায় সাজা হয়েছে তারেক রহমানসহ ছয় আসামির। রায় ঘোষণার পর নাজিমউদ্দীন রোডের পুরনো কারাগারে নিয়ে যাওয়া হয় খালেদা জিয়াকে।	[1335, 98, 1611, 182]
para: ১৪টি উন্নয়ন প্রকল্পের উদ্বোধন ও ১টি ভিত্তিপ্রস্তর স্থাপন করেন। তিনি বরিশাল বিভাগের বিভিন্ন উন্নয়ন প্রকল্পের উদ্বোধন শেষে বেলস পার্কে জনসভায় বক্তব্য রাখেন। এর মধ্যে রয়েছে শেখ হাসিনা সেনানিবাস, বরিশাল বিশ্ববিদ্যালয়ের একাডেমিক ভবন, মেডিকেল কলেজের ছাত্রী হোস্টেল, উপজেলা কমপ্লেক্স ও বিভিন্ন সড়ক।	[1335, 1090, 1611, 1209]
para: পদ্মা সেতু বানাবো। আপনাদের দোয়ায় সেই পদ্মা সেতু নিজেদের অর্থায়নে করে যাচ্ছি। তিনি আরও বলেন, আওয়ামী লীগ ক্ষমতায় আসে জনগণের কল্যাণে। বিএনপি ক্ষমতায় এলে দেশের মানুষের কোনো উন্নয়ন হয়নি। তিনি বরিশালবাসীর কাছে আগামী নির্বাচনে নৌকা মার্কায় ভোট দেয়ার আহ্বান জানান।	[50, 1488, 425, 1572]
para: বঙ্গবন্ধুর ছবিতে শ্রদ্ধা নিবেদন করেন। প্রত্যেক ঘরে ঘরে বিদ্যুতের আলো দেবো। সেই ভাবেই পরিকল্পনা নিয়ে কাজ করে যাচ্ছি। শেখ হাসিনা বলেন, আমাদের লক্ষ্য এ দেশকে এগিয়ে নিয়ে যাওয়া। ওয়াদা দিয়েছিলাম যুদ্ধাপরাধীদের বিচার করবো, সেই যুদ্ধাপরাধীদের বিচার করেছি। ১৫ আগস্টের খুনিদের বিচার করেছি। জাতীয় চার নেতা হত্যার বিচার করেছি।	[50, 1398, 425, 1482]
jump-barishaleo-noukay: (প্রথম পৃষ্ঠার পর)	[200, 1110, 280, 1124]
para: হন্টের হয়ে ১৫ বছর পূর্ণ করেন। ভিসা ফি-মুক্ত পাসপোর্ট তুলে দেন। অবশেষে ৫৭ বছর পর বাংলাদেশকে ভালোবেসে কাজ করা ব্রিটিশ নাগরিক লুসি হেলেন ফ্রান্সিস হল্ট ভিসা ফি মওকুফ পেলেন। বরিশালে অক্সফোর্ড মিশনের একজন কর্মী হিসেবে তিনি দীর্ঘদিন মানুষের সেবা করে গেছেন।	[988, 199, 1322, 283]
headline-khaledar-5: খালেদার ৫	[487, 921, 601, 950]
article-noukay-col2	[437, 1073, 650, 2249]
para: বঙ্গবন্ধুর ছবিতে শ্রদ্ধা নিবেদন করেন। প্রত্যেক ঘরে ঘরে বিদ্যুতের আলো দেবো। সেই ভাবেই পরিকল্পনা নিয়ে কাজ করে যাচ্ছি। শেখ হাসিনা বলেন, আমাদের লক্ষ্য এ দেশকে এগিয়ে নিয়ে যাওয়া। ওয়াদা দিয়েছিলাম যুদ্ধাপরাধীদের বিচার করবো, সেই যুদ্ধাপরাধীদের বিচার করেছি। ১৫ আগস্টের খুনিদের বিচার করেছি। জাতীয় চার নেতা হত্যার বিচার করেছি।	[50, 1577, 425, 1662]
para: বঙ্গবন্ধুর ছবিতে শ্রদ্ধা নিবেদন করেন। প্রত্যেক ঘরে ঘরে বিদ্যুতের আলো দেবো। সেই ভাবেই পরিকল্পনা নিয়ে কাজ করে যাচ্ছি। শেখ হাসিনা বলেন, আমাদের লক্ষ্য এ দেশকে এগিয়ে নিয়ে যাওয়া। ওয়াদা দিয়েছিলাম যুদ্ধাপরাধীদের বিচার করবো, সেই যুদ্ধাপরাধীদের বিচার করেছি। ১৫ আগস্টের খুনিদের বিচার করেছি। জাতীয় চার নেতা হত্যার বিচার করেছি।	[50, 1218, 425, 1302]
